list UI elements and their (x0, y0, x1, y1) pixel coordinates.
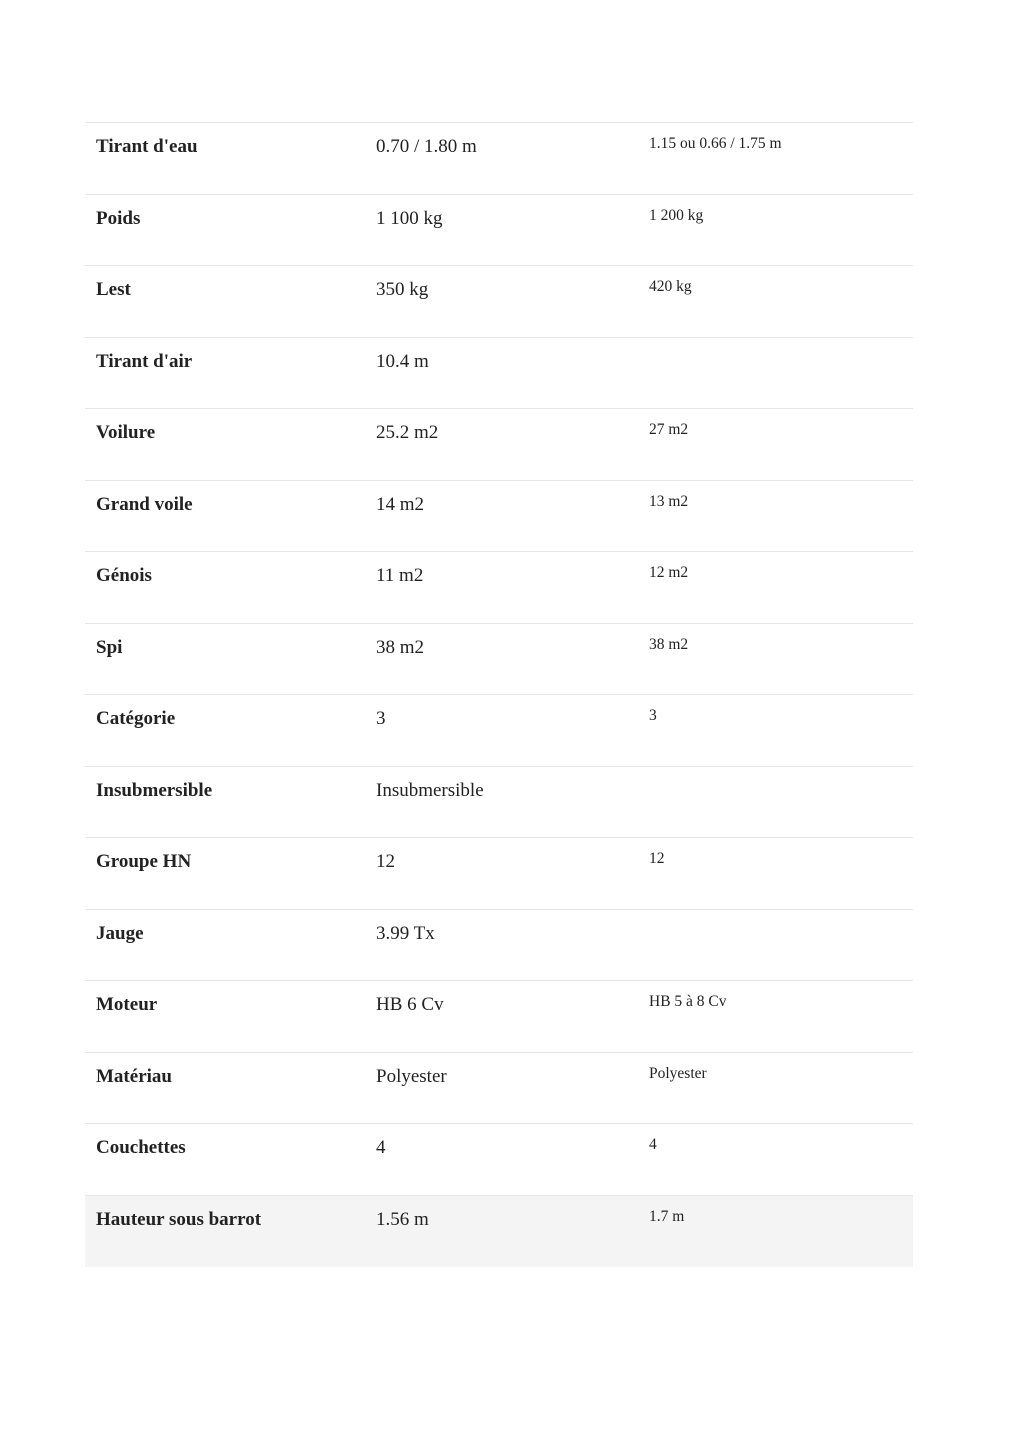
spec-label: Lest (96, 279, 131, 300)
spec-label: Poids (96, 207, 141, 229)
table-row (85, 909, 913, 981)
spec-value: 14 m2 (376, 493, 425, 515)
table-row (85, 194, 913, 266)
table-row (85, 766, 913, 838)
spec-alt-value: 420 kg (649, 278, 692, 295)
table-row (85, 695, 913, 767)
table-row (85, 123, 913, 195)
spec-label: Grand voile (96, 493, 193, 515)
table-row (85, 337, 913, 409)
spec-label: Groupe HN (96, 851, 192, 872)
spec-label: Voilure (96, 422, 156, 443)
spec-alt-value: Polyester (649, 1064, 707, 1082)
spec-value: 1.56 m (376, 1208, 429, 1230)
table-row (85, 1052, 913, 1124)
spec-label: Tirant d'air (96, 350, 193, 372)
spec-label: Moteur (96, 994, 158, 1015)
table-row (85, 409, 913, 481)
spec-value: 12 (376, 851, 395, 872)
spec-value: 1 100 kg (376, 207, 443, 229)
spec-alt-value: 3 (649, 707, 657, 724)
spec-value: 3.99 Tx (376, 922, 435, 944)
spec-alt-value: 1 200 kg (649, 206, 704, 224)
spec-label: Insubmersible (96, 779, 213, 801)
spec-table-body (85, 123, 913, 1267)
spec-value: 11 m2 (376, 565, 424, 586)
spec-value: 0.70 / 1.80 m (376, 136, 477, 157)
spec-label: Jauge (96, 922, 144, 944)
spec-alt-value (649, 766, 913, 838)
spec-value: 25.2 m2 (376, 422, 439, 443)
spec-alt-value (649, 337, 913, 409)
spec-label: Tirant d'eau (96, 136, 198, 157)
table-row (85, 1124, 913, 1196)
spec-alt-value: 13 m2 (649, 492, 689, 510)
spec-label: Génois (96, 565, 152, 586)
spec-alt-value (649, 909, 913, 981)
table-row (85, 838, 913, 910)
spec-value: Polyester (376, 1065, 447, 1087)
spec-alt-value: 27 m2 (649, 421, 689, 438)
spec-alt-value: HB 5 à 8 Cv (649, 993, 727, 1010)
spec-table (85, 122, 913, 1267)
table-row (85, 266, 913, 338)
spec-label: Catégorie (96, 708, 176, 729)
spec-alt-value: 1.7 m (649, 1207, 685, 1225)
spec-value: 38 m2 (376, 636, 425, 658)
spec-alt-value: 12 (649, 850, 665, 867)
spec-alt-value: 38 m2 (649, 635, 689, 653)
spec-alt-value: 12 m2 (649, 564, 689, 581)
table-row (85, 552, 913, 624)
spec-label: Couchettes (96, 1137, 186, 1158)
spec-alt-value: 1.15 ou 0.66 / 1.75 m (649, 135, 782, 152)
spec-value: 350 kg (376, 279, 429, 300)
spec-label: Spi (96, 636, 123, 658)
spec-value: HB 6 Cv (376, 994, 444, 1015)
spec-value: 10.4 m (376, 350, 429, 372)
table-row (85, 981, 913, 1053)
spec-value: Insubmersible (376, 779, 484, 801)
spec-value: 4 (376, 1137, 386, 1158)
spec-alt-value: 4 (649, 1136, 657, 1153)
table-row (85, 480, 913, 552)
spec-value: 3 (376, 708, 386, 729)
spec-label: Matériau (96, 1065, 172, 1087)
table-row (85, 1195, 913, 1267)
table-row (85, 623, 913, 695)
spec-label: Hauteur sous barrot (96, 1208, 262, 1230)
